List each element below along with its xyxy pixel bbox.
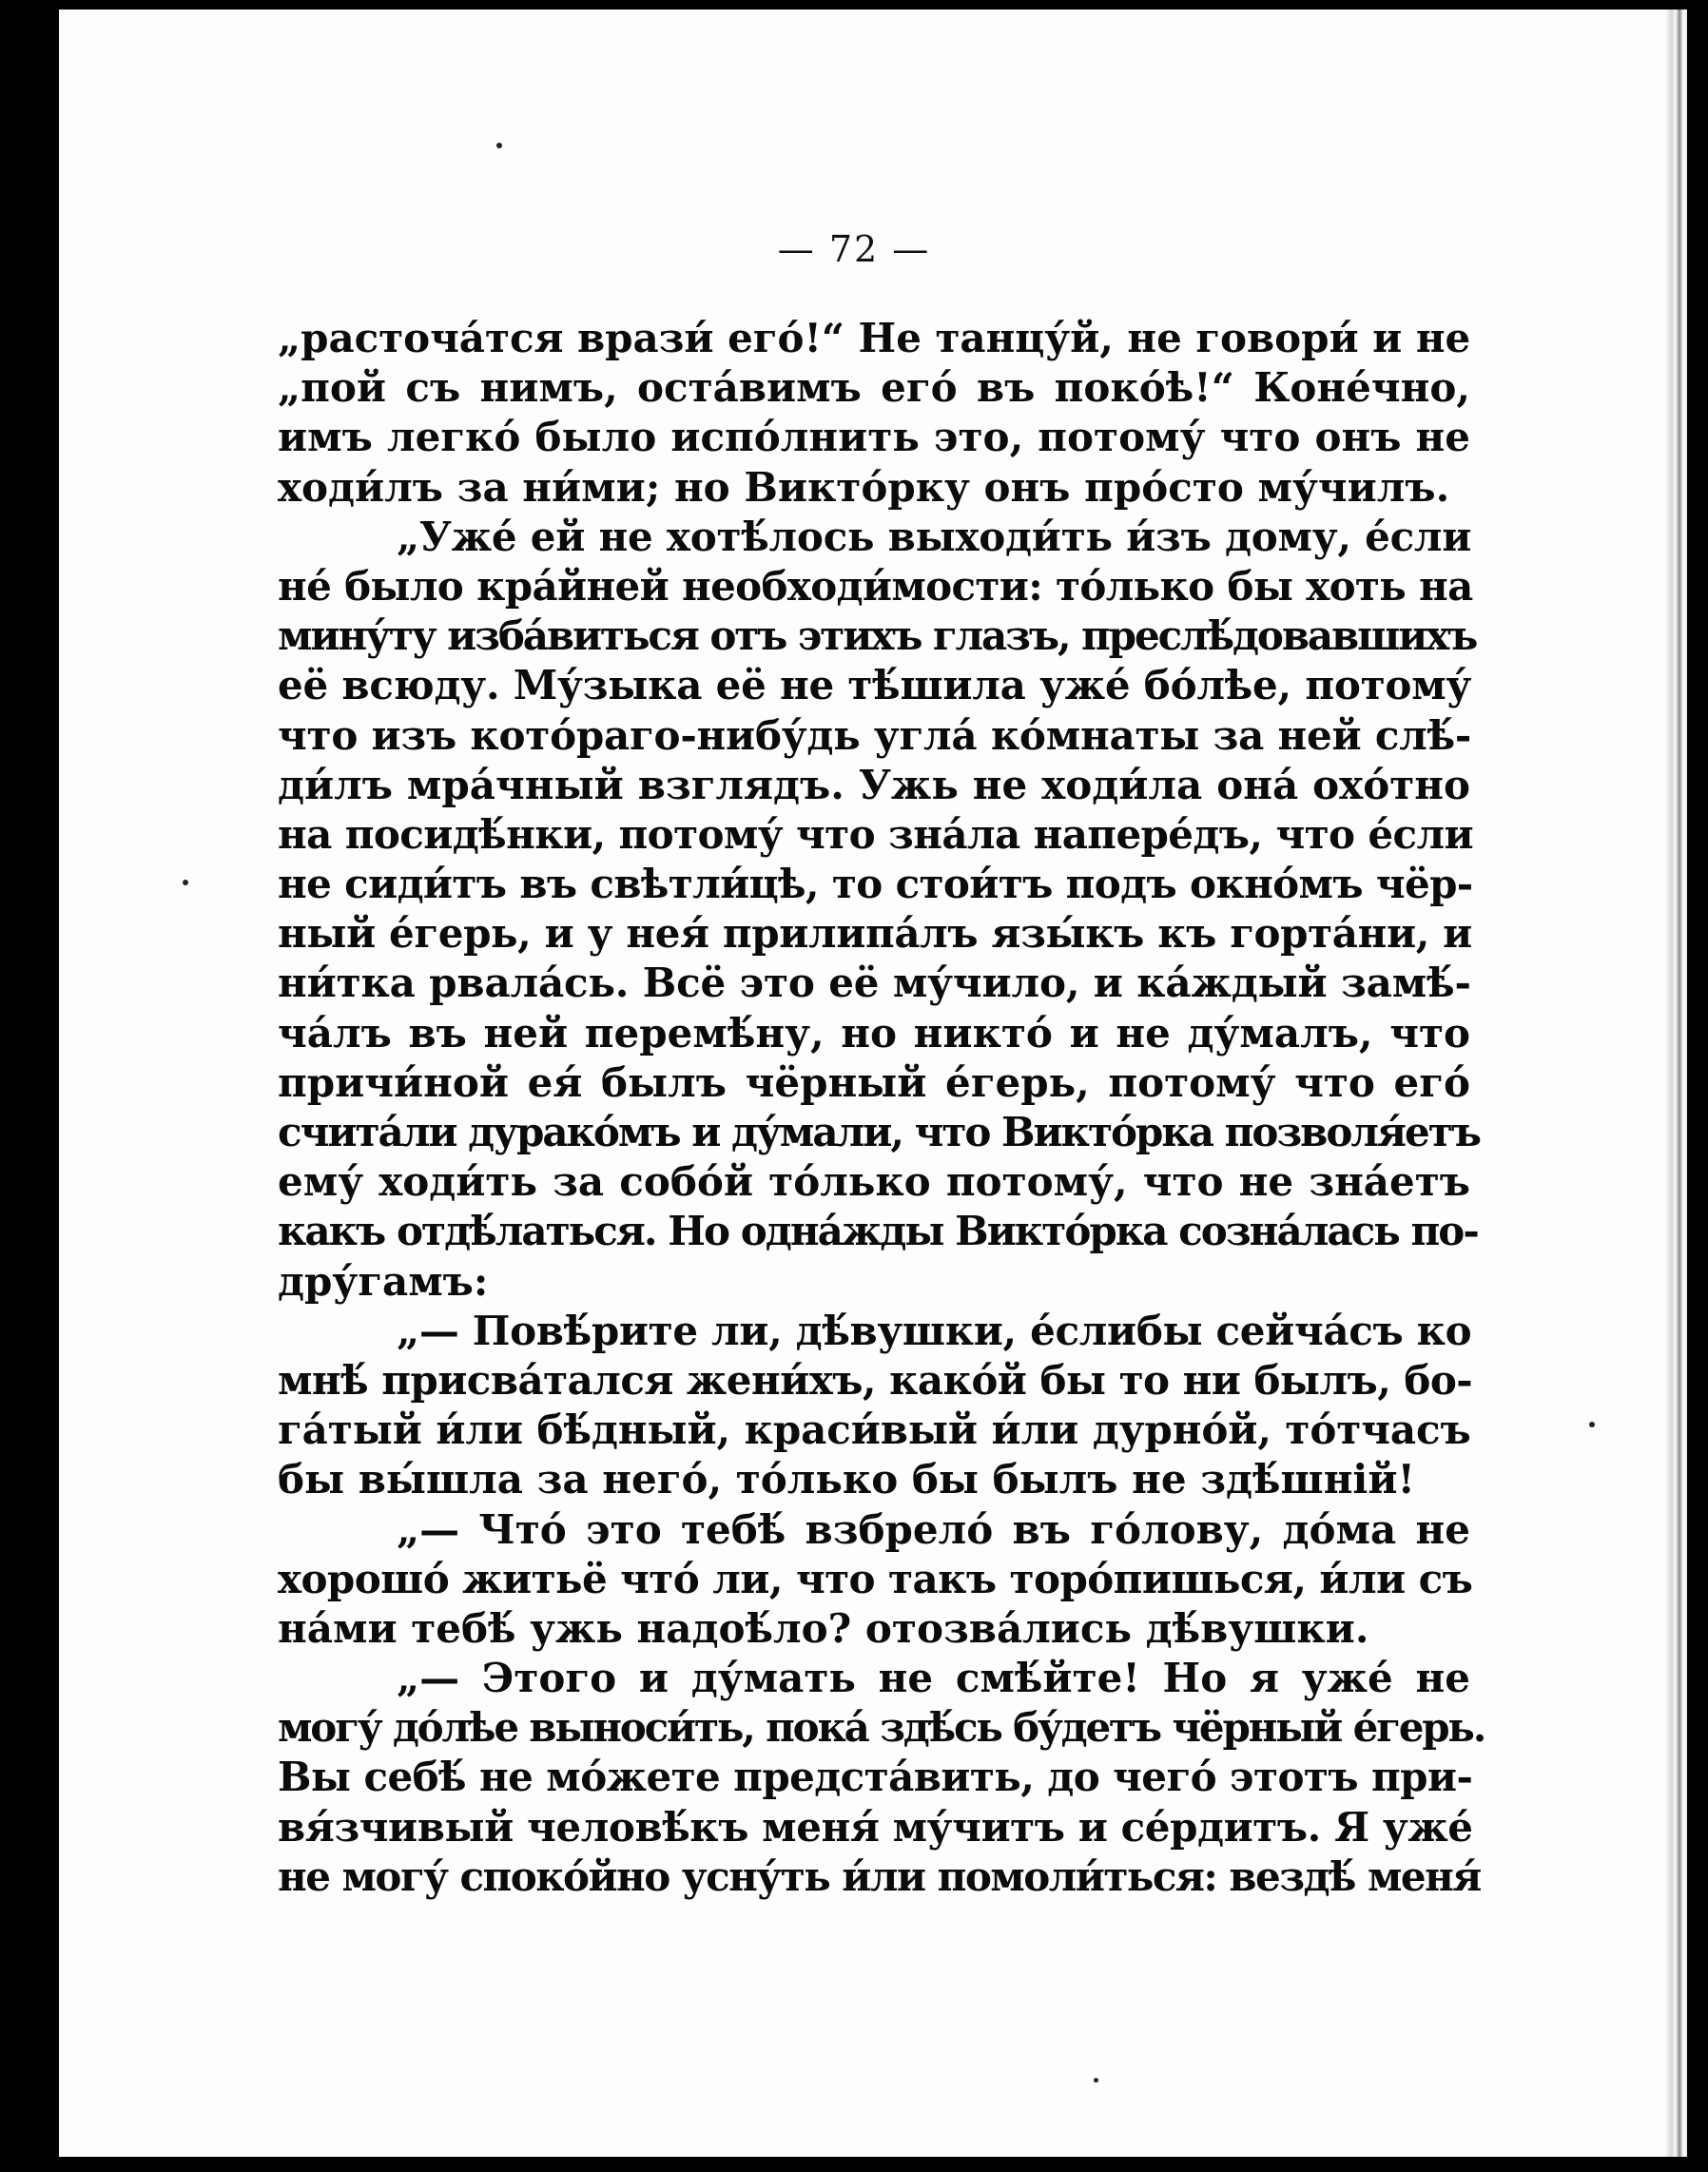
- text-line: „расточа́тся врази́ его́!“ Не танцу́й, не говори́ и не: [278, 315, 1471, 361]
- text-line: ча́лъ въ ней перемѣ́ну, но никто́ и не ду́малъ, что: [278, 1009, 1470, 1057]
- text-line: причи́ной ея́ былъ чёрный е́герь, потому́ что его́: [278, 1058, 1470, 1106]
- text-line: дру́гамъ:: [278, 1257, 489, 1305]
- text-line: могу́ до́лѣе выноси́ть, пока́ здѣ́сь бу́детъ чёрный е́герь.: [278, 1704, 1485, 1752]
- text-line: „пой съ нимъ, оста́вимъ его́ въ поко́ѣ!“ Коне́чно,: [278, 364, 1470, 412]
- text-line: что изъ кото́раго-нибу́дь угла́ ко́мнаты за ней слѣ́-: [278, 711, 1472, 759]
- text-line: её всюду. Му́зыка её не тѣ́шила уже́ бо́лѣе, потому́: [278, 662, 1472, 709]
- text-line: Вы себѣ́ не мо́жете предста́вить, до чего́ этотъ при-: [278, 1754, 1473, 1801]
- text-line: какъ отдѣ́латься. Но одна́жды Викто́рка созна́лась по-: [278, 1208, 1478, 1255]
- text-line: бы вы́шла за него́, то́лько бы былъ не здѣ́шній!: [278, 1456, 1415, 1503]
- text-line: вя́зчивый человѣ́къ меня́ му́читъ и се́рдитъ. Я уже́: [278, 1803, 1473, 1851]
- text-line: ходи́лъ за ни́ми; но Викто́рку онъ про́сто му́чилъ.: [278, 463, 1450, 511]
- page-number: — 72 —: [777, 228, 931, 270]
- text-line: ни́тка рвала́сь. Всё это её му́чило, и ка́ждый замѣ́-: [278, 960, 1471, 1007]
- text-line: не могу́ споко́йно усну́ть и́ли помоли́ться: вездѣ́ меня́: [278, 1852, 1481, 1900]
- text-line: „Уже́ ей не хотѣ́лось выходи́ть и́зъ дому, е́сли: [397, 513, 1472, 560]
- dust-speck: [496, 143, 502, 148]
- text-line: „— Повѣ́рите ли, дѣ́вушки, е́слибы сейча́съ ко: [397, 1307, 1472, 1354]
- text-line: мнѣ́ присва́тался жени́хъ, како́й бы то ни былъ, бо-: [278, 1356, 1473, 1404]
- dust-speck: [1589, 1422, 1595, 1427]
- text-line: ему́ ходи́ть за собо́й то́лько потому́, что не зна́етъ: [278, 1158, 1470, 1206]
- text-line: не́ было кра́йней необходи́мости: то́лько бы хоть на: [278, 562, 1473, 610]
- body-text: [278, 314, 1485, 1902]
- text-line: на́ми тебѣ́ ужь надоѣ́ло? отозва́лись дѣ́вушки.: [278, 1604, 1369, 1652]
- dust-speck: [183, 880, 188, 885]
- text-line: имъ легко́ было испо́лнить это, потому́ что онъ не: [278, 414, 1470, 461]
- text-line: ный е́герь, и у нея́ прилипа́лъ язы́къ къ горта́ни, и: [278, 910, 1472, 958]
- text-line: „— Этого и ду́мать не смѣ́йте! Но я уже́ не: [397, 1655, 1470, 1702]
- page-edge: [1666, 10, 1687, 2157]
- text-line: га́тый и́ли бѣ́дный, краси́вый и́ли дурно́й, то́тчасъ: [278, 1406, 1471, 1454]
- text-line: на посидѣ́нки, потому́ что зна́ла напере́дъ, что е́сли: [278, 810, 1474, 858]
- text-line: ди́лъ мра́чный взглядъ. Ужь не ходи́ла она́ охо́тно: [278, 761, 1470, 808]
- text-line: хорошо́ житьё что́ ли, что такъ торо́пишься, и́ли съ: [278, 1555, 1473, 1602]
- dust-speck: [1094, 2078, 1098, 2083]
- text-line: счита́ли дурако́мъ и ду́мали, что Викто́рка позволя́етъ: [278, 1109, 1480, 1155]
- text-line: не сиди́тъ въ свѣтли́цѣ, то стои́тъ подъ окно́мъ чёр-: [278, 861, 1473, 908]
- text-line: мину́ту изба́виться отъ этихъ глазъ, преслѣ́довавшихъ: [278, 612, 1477, 660]
- text-line: „— Что́ это тебѣ́ взбрело́ въ го́лову, до́ма не: [397, 1505, 1470, 1553]
